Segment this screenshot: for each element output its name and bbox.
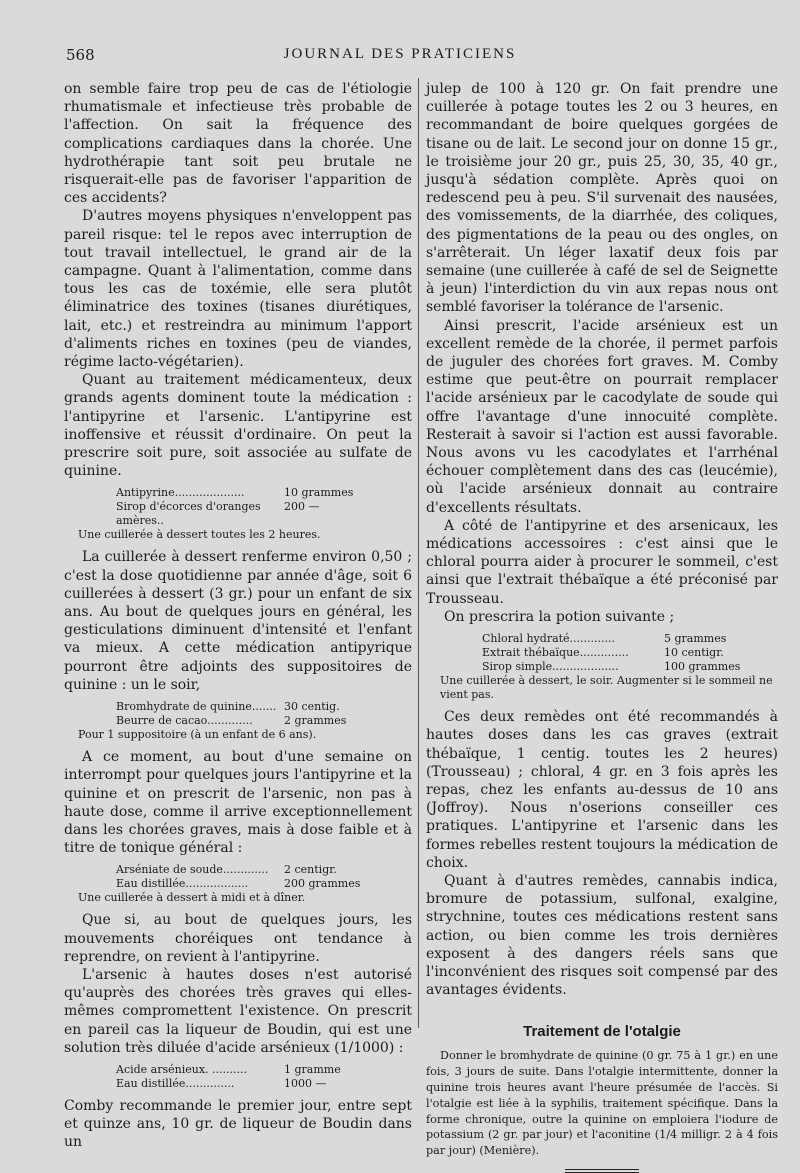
paragraph: Quant à d'autres remèdes, cannabis indica, bromure de potassium, sulfonal, exalgine, strychnine, toutes ces médications restent sans action, ou bien comme les trois dernières exposent à des dangers réels sans que l'inconvénient des risques soit compensé par des avantages évidents. bbox=[426, 872, 778, 999]
prescription-arseniate bbox=[64, 863, 412, 905]
prescription-qty: 2 centigr. bbox=[284, 863, 337, 877]
prescription-line bbox=[426, 660, 778, 674]
prescription-note: Une cuillerée à dessert, le soir. Augmenter si le sommeil ne vient pas. bbox=[440, 674, 773, 702]
end-rule bbox=[565, 1169, 639, 1173]
prescription-note: Une cuillerée à dessert à midi et à dîner. bbox=[78, 891, 306, 905]
prescription-qty: 1000 — bbox=[284, 1076, 327, 1090]
prescription-boudin bbox=[64, 1063, 412, 1091]
prescription-item: Arséniate de soude............. bbox=[116, 863, 269, 877]
prescription-qty: 200 — bbox=[284, 500, 320, 514]
prescription-line bbox=[64, 500, 412, 528]
paragraph: L'arsenic à hautes doses n'est autorisé qu'auprès des chorées très graves qui elles-mêmes compromettent l'existence. On prescrit en pareil cas la liqueur de Boudin, qui est une solution très diluée d'acide arsénieux (1/1000) : bbox=[64, 966, 412, 1056]
prescription-line bbox=[64, 877, 412, 891]
otalgie-paragraph: Donner le bromhydrate de quinine (0 gr. 75 à 1 gr.) en une fois, 3 jours de suite. Dans l'otalgie intermittente, donner la quinine trois heures avant l'heure présumée de l'accès. Si l'otalgie est liée à la syphilis, traitement spécifique. Dans la forme chronique, outre la quinine on emploiera l'iodure de potassium (2 gr. par jour) et l'aconitine (1/4 milligr. 2 à 4 fois par jour) (Menière). bbox=[426, 1049, 778, 1158]
prescription-line bbox=[426, 646, 778, 660]
paragraph: On prescrira la potion suivante ; bbox=[444, 608, 675, 625]
prescription-qty: 5 grammes bbox=[664, 632, 727, 646]
prescription-qty: 30 centig. bbox=[284, 700, 340, 714]
prescription-item: Beurre de cacao............. bbox=[116, 714, 253, 728]
column-divider bbox=[418, 78, 419, 1028]
prescription-line bbox=[64, 1063, 412, 1077]
paragraph: Ainsi prescrit, l'acide arsénieux est un excellent remède de la chorée, il permet parfois de juguler des chorées fort graves. M. Comby estime que peut-être on pourrait remplacer l'acide arsénieux par le cacodylate de soude qui offre l'avantage d'une innocuité complète. Resterait à savoir si l'action est aussi favorable. Nous avons vu les cacodylates et l'arrhénal échouer complètement dans des cas (leucémie), où l'acide arsénieux donnait au contraire d'excellents résultats. bbox=[426, 317, 778, 516]
paragraph: A ce moment, au bout d'une semaine on interrompt pour quelques jours l'antipyrine et la quinine et on prescrit de l'arsenic, non pas à haute dose, comme il arrive exceptionnellement dans les chorées graves, mais à dose faible et à titre de tonique général : bbox=[64, 749, 412, 857]
paragraph: D'autres moyens physiques n'enveloppent pas pareil risque: tel le repos avec interruption de tout travail intellectuel, le grand air de la campagne. Quant à l'alimentation, comme dans tous les cas de toxémie, elle sera plutôt éliminatrice des toxines (tisanes diurétiques, lait, etc.) et restreindra au minimum l'apport d'aliments riches en toxines (peu de viandes, régime lacto-végétarien). bbox=[64, 208, 412, 371]
right-column bbox=[426, 80, 778, 1158]
journal-title: JOURNAL DES PRATICIENS bbox=[283, 46, 517, 62]
page-number: 568 bbox=[66, 46, 95, 64]
prescription-note: Une cuillerée à dessert toutes les 2 heures. bbox=[78, 528, 321, 542]
prescription-qty: 100 grammes bbox=[664, 660, 741, 674]
prescription-item: Sirop simple................... bbox=[482, 660, 619, 674]
prescription-qty: 10 grammes bbox=[284, 486, 354, 500]
paragraph: Ces deux remèdes ont été recommandés à hautes doses dans les cas graves (extrait thébaïque, 1 centig. toutes les 2 heures) (Trousseau) ; chloral, 4 gr. en 3 fois après les repas, chez les enfants au-dessus de 10 ans (Joffroy). Nous n'oserions conseiller ces pratiques. L'antipyrine et l'arsenic dans les formes rebelles restent toujours la médication de choix. bbox=[426, 709, 778, 871]
prescription-line bbox=[64, 700, 412, 714]
prescription-item: Extrait thébaïque.............. bbox=[482, 646, 629, 660]
paragraph: Comby recommande le premier jour, entre sept et quinze ans, 10 gr. de liqueur de Boudin dans un bbox=[64, 1097, 412, 1151]
paragraph: La cuillerée à dessert renferme environ 0,50 ; c'est la dose quotidienne par année d'âge, soit 6 cuillerées à dessert (3 gr.) pour un enfant de six ans. Au bout de quelques jours en général, les gesticulations diminuent d'intensité et l'enfant va mieux. A cette médication antipyrique pourront être adjoints des suppositoires de quinine : un le soir, bbox=[64, 549, 412, 693]
prescription-chloral bbox=[426, 632, 778, 702]
prescription-qty: 10 centigr. bbox=[664, 646, 724, 660]
prescription-line bbox=[64, 863, 412, 877]
prescription-line bbox=[64, 1077, 412, 1091]
prescription-line bbox=[64, 714, 412, 728]
prescription-antipyrine bbox=[64, 486, 412, 542]
paragraph: on semble faire trop peu de cas de l'étiologie rhumatismale et infectieuse très probable de l'affection. On sait la fréquence des complications cardiaques dans la chorée. Une hydrothérapie tant soit peu brutale ne risquerait-elle pas de favoriser l'apparition de ces accidents? bbox=[64, 81, 412, 207]
paragraph: Quant au traitement médicamenteux, deux grands agents dominent toute la médication : l'antipyrine et l'arsenic. L'antipyrine est inoffensive et réussit d'ordinaire. On peut la prescrire soit pure, soit associée au sulfate de quinine. bbox=[64, 372, 412, 480]
prescription-item: Eau distillée.............. bbox=[116, 1076, 235, 1090]
prescription-item: Eau distillée.................. bbox=[116, 877, 249, 891]
paragraph: Que si, au bout de quelques jours, les mouvements choréiques ont tendance à reprendre, on revient à l'antipyrine. bbox=[64, 912, 412, 965]
prescription-item: Bromhydrate de quinine....... bbox=[116, 700, 277, 714]
prescription-qty: 1 gramme bbox=[284, 1062, 341, 1076]
paragraph: A côté de l'antipyrine et des arsenicaux, les médications accessoires : c'est ainsi que le chloral pourra aider à procurer le sommeil, c'est ainsi que l'extrait thébaïque a été préconisé par Trousseau. bbox=[426, 517, 778, 607]
left-column bbox=[64, 80, 412, 1151]
page-header bbox=[0, 46, 800, 66]
prescription-item: Sirop d'écorces d'oranges amères.. bbox=[116, 500, 261, 528]
paragraph: julep de 100 à 120 gr. On fait prendre une cuillerée à potage toutes les 2 ou 3 heures, en recommandant de boire quelques gorgées de tisane ou de lait. Le second jour on donne 15 gr., le troisième jour 20 gr., puis 25, 30, 35, 40 gr., jusqu'à sédation complète. Après quoi on redescend peu à peu. S'il survenait des nausées, des vomissements, de la diarrhée, des coliques, des pigmentations de la peau ou des ongles, on s'arrêterait. Un léger laxatif deux fois par semaine (une cuillerée à café de sel de Seignette à jeun) l'interdiction du vin aux repas nous ont semblé favoriser la tolérance de l'arsenic. bbox=[426, 81, 778, 316]
prescription-line bbox=[426, 632, 778, 646]
prescription-line bbox=[64, 486, 412, 500]
section-title: Traitement de l'otalgie bbox=[523, 1023, 681, 1041]
prescription-note: Pour 1 suppositoire (à un enfant de 6 ans). bbox=[78, 728, 317, 742]
prescription-suppository bbox=[64, 700, 412, 742]
prescription-item: Chloral hydraté............. bbox=[482, 632, 616, 646]
prescription-item: Acide arsénieux. .......... bbox=[116, 1062, 248, 1076]
prescription-item: Antipyrine.................... bbox=[116, 486, 245, 500]
prescription-qty: 200 grammes bbox=[284, 877, 361, 891]
prescription-qty: 2 grammes bbox=[284, 714, 347, 728]
